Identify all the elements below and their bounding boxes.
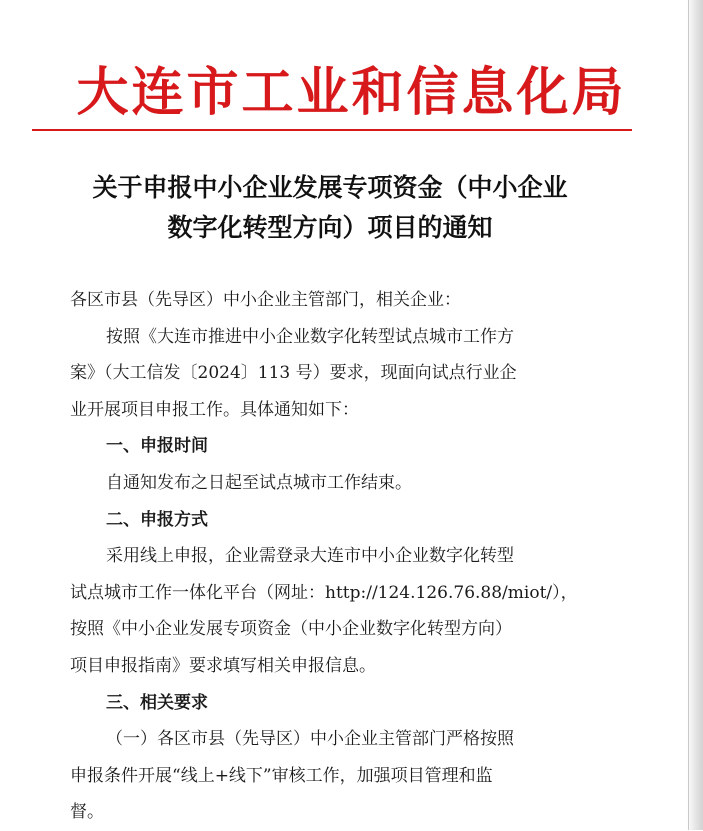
masthead-title: 大连市工业和信息化局	[76, 62, 627, 123]
section-2-line-4: 项目申报指南》要求填写相关申报信息。	[70, 655, 376, 676]
section-1-text: 自通知发布之日起至试点城市工作结束。	[106, 472, 412, 493]
section-1-heading: 一、申报时间	[106, 436, 208, 457]
salutation: 各区市县（先导区）中小企业主管部门，相关企业：	[70, 290, 461, 310]
section-2-heading: 二、申报方式	[106, 509, 208, 530]
masthead-divider	[32, 129, 632, 131]
intro-line-3: 业开展项目申报工作。具体通知如下：	[70, 399, 359, 420]
section-2-line-1: 采用线上申报，企业需登录大连市中小企业数字化转型	[106, 546, 514, 567]
section-3-heading: 三、相关要求	[106, 692, 208, 713]
page-edge-line	[688, 0, 689, 830]
notice-body	[70, 282, 615, 831]
section-2-line-2: 试点城市工作一体化平台（网址：http://124.126.76.88/miot/），	[70, 582, 578, 603]
notice-title-line-1: 关于申报中小企业发展专项资金（中小企业	[92, 173, 568, 202]
section-3-line-3: 督。	[70, 802, 104, 823]
page-edge-shadow	[687, 0, 703, 830]
section-3-line-2: 申报条件开展“线上+线下”审核工作，加强项目管理和监	[70, 765, 493, 786]
notice-title	[30, 168, 630, 248]
intro-line-1: 按照《大连市推进中小企业数字化转型试点城市工作方	[106, 326, 514, 347]
intro-line-2: 案》（大工信发〔2024〕113 号）要求，现面向试点行业企	[70, 363, 517, 384]
section-2-line-3: 按照《中小企业发展专项资金（中小企业数字化转型方向）	[70, 619, 512, 640]
section-3-line-1: （一）各区市县（先导区）中小企业主管部门严格按照	[106, 729, 514, 750]
notice-title-line-2: 数字化转型方向）项目的通知	[167, 213, 493, 242]
